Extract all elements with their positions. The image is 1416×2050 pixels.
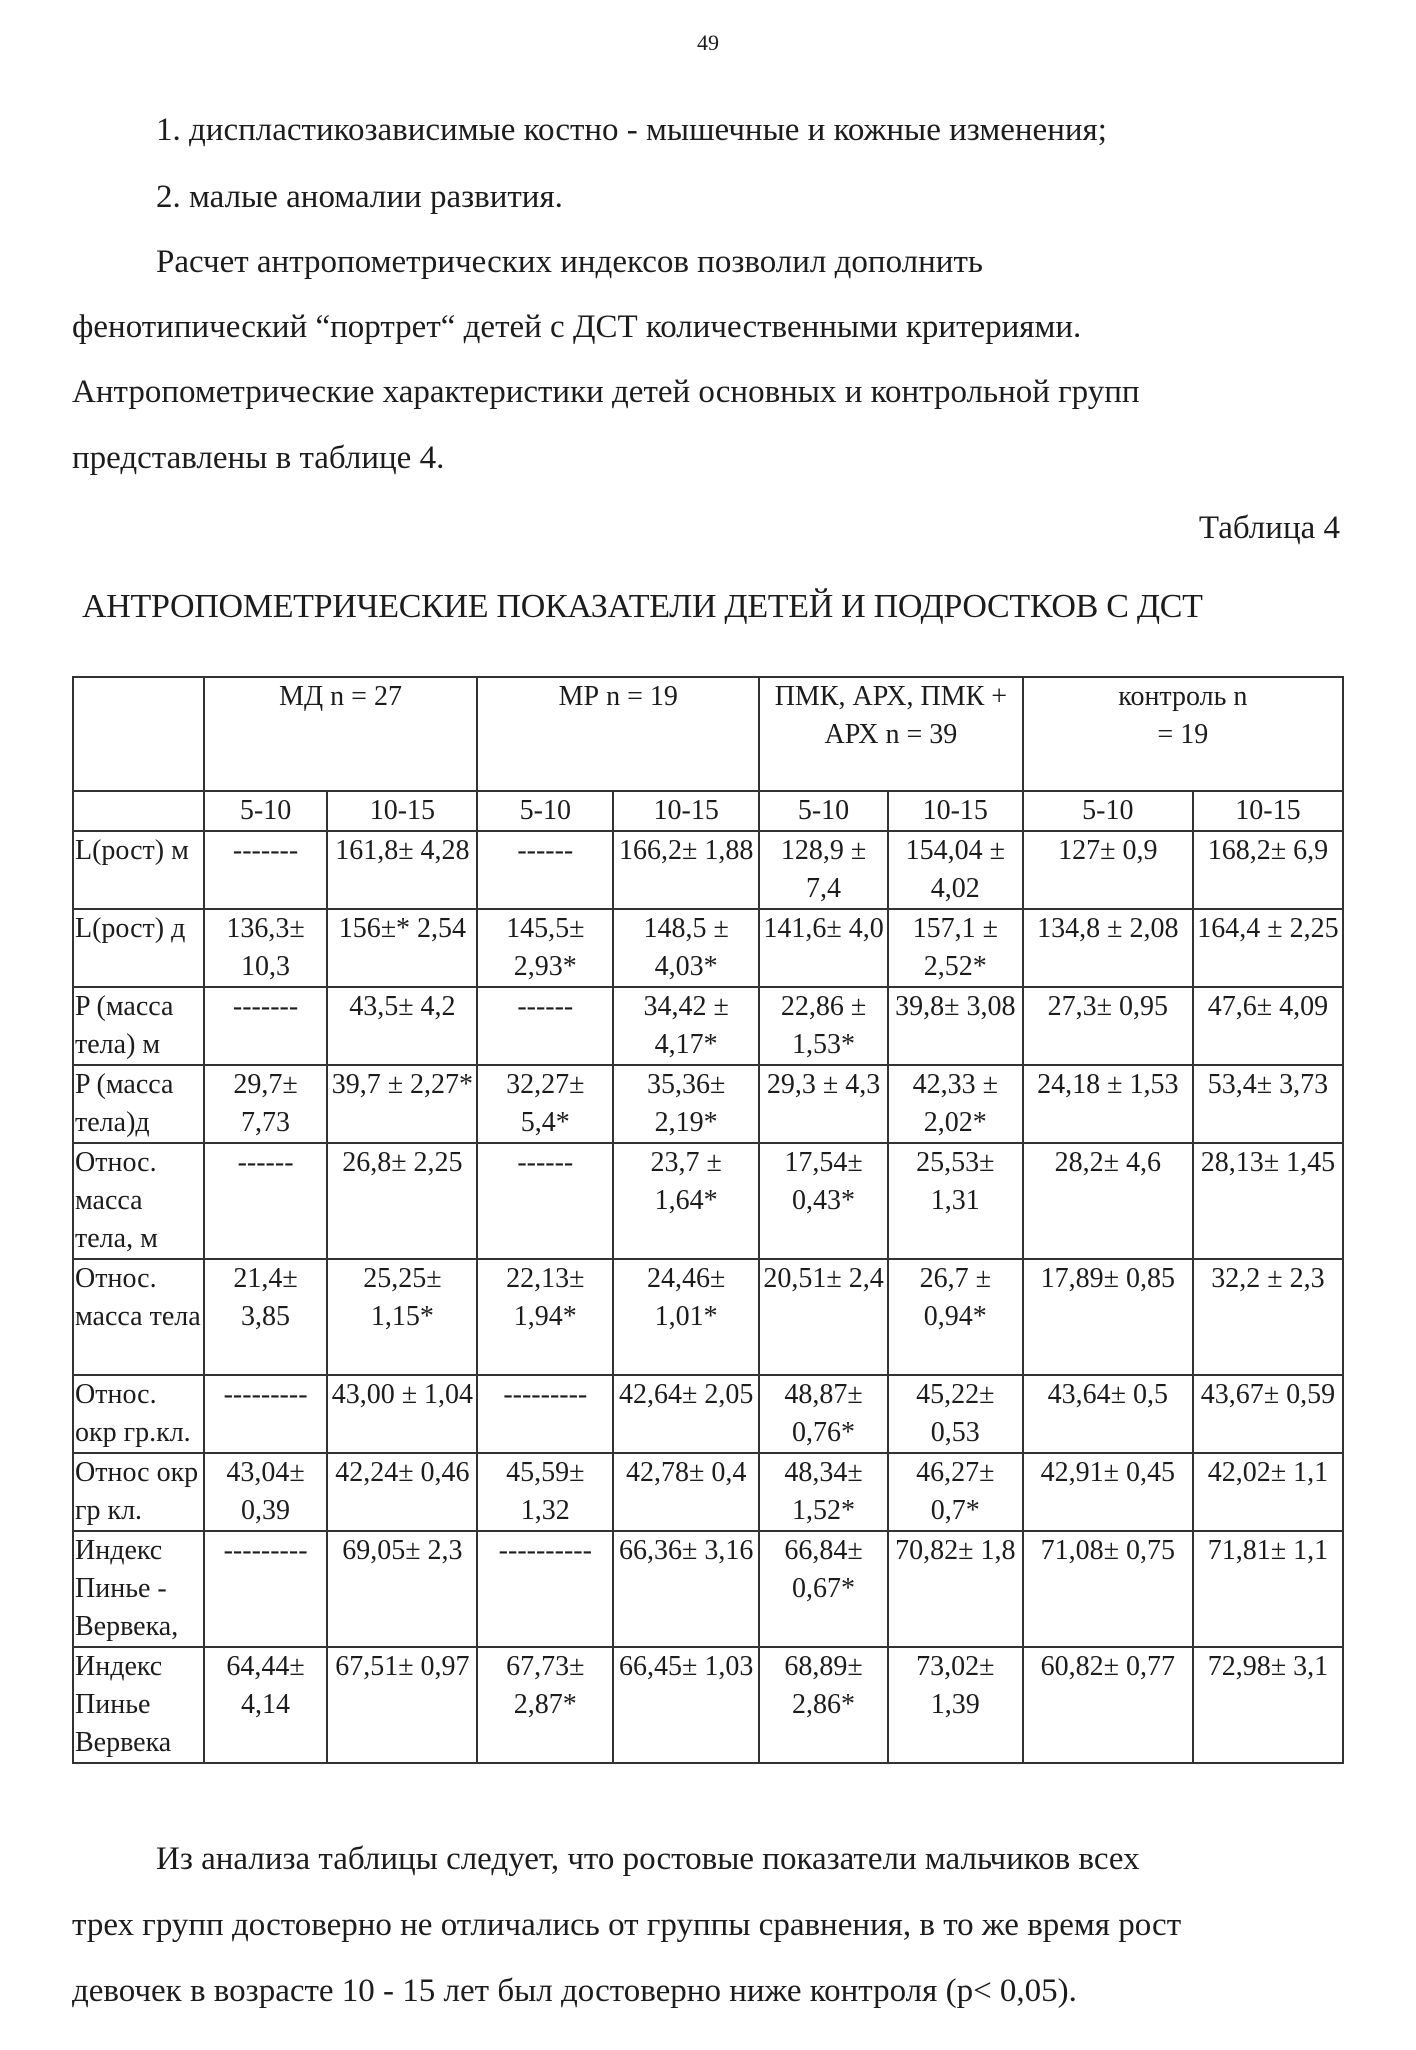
table-cell: 71,08± 0,75 — [1023, 1531, 1193, 1647]
table-cell: 39,8± 3,08 — [888, 987, 1023, 1065]
table-cell: 43,00 ± 1,04 — [327, 1375, 477, 1453]
table-cell: ------ — [477, 1143, 613, 1259]
table-cell: 157,1 ± 2,52* — [888, 909, 1023, 987]
table-cell: ------- — [204, 987, 328, 1065]
row-label: Индекс Пинье - Вервека, — [73, 1531, 204, 1647]
table-cell: 42,02± 1,1 — [1193, 1453, 1343, 1531]
row-label: Относ. масса тела, м — [73, 1143, 204, 1259]
table-row — [73, 1375, 1343, 1453]
age-header: 5-10 — [204, 791, 328, 831]
row-label: Индекс Пинье Вервека — [73, 1647, 204, 1763]
table-cell: 70,82± 1,8 — [888, 1531, 1023, 1647]
table-row — [73, 909, 1343, 987]
table-cell: 25,25± 1,15* — [327, 1259, 477, 1375]
group-header-text: ПМК, АРХ, ПМК + АРХ n = 39 — [774, 681, 1008, 750]
row-label: Относ. окр гр.кл. — [73, 1375, 204, 1453]
table-cell: 27,3± 0,95 — [1023, 987, 1193, 1065]
table-cell: --------- — [204, 1531, 328, 1647]
row-label: Относ. масса тела — [73, 1259, 204, 1375]
table-cell: 66,36± 3,16 — [613, 1531, 759, 1647]
table-cell: 67,51± 0,97 — [327, 1647, 477, 1763]
table-cell: 127± 0,9 — [1023, 831, 1193, 909]
table-cell: 24,46± 1,01* — [613, 1259, 759, 1375]
age-header: 5-10 — [477, 791, 613, 831]
table-cell: 145,5± 2,93* — [477, 909, 613, 987]
table-row — [73, 1065, 1343, 1143]
paragraph-line: Расчет антропометрических индексов позволил дополнить — [156, 244, 983, 280]
table-row — [73, 831, 1343, 909]
paragraph-line: представлены в таблице 4. — [72, 440, 445, 476]
paragraph-line: фенотипический “портрет“ детей с ДСТ количественными критериями. — [72, 309, 1082, 345]
table-cell: 141,6± 4,0 — [759, 909, 888, 987]
table-cell: 48,87± 0,76* — [759, 1375, 888, 1453]
table-cell: 166,2± 1,88 — [613, 831, 759, 909]
row-label: L(рост) м — [73, 831, 204, 909]
table-cell: 42,78± 0,4 — [613, 1453, 759, 1531]
table-row — [73, 1453, 1343, 1531]
table-cell: 17,89± 0,85 — [1023, 1259, 1193, 1375]
table-cell: 148,5 ± 4,03* — [613, 909, 759, 987]
age-header: 10-15 — [327, 791, 477, 831]
table-cell: 60,82± 0,77 — [1023, 1647, 1193, 1763]
table-row — [73, 1143, 1343, 1259]
table-cell: 45,22± 0,53 — [888, 1375, 1023, 1453]
table-cell: 42,24± 0,46 — [327, 1453, 477, 1531]
table-cell: 156±* 2,54 — [327, 909, 477, 987]
row-label: P (масса тела) м — [73, 987, 204, 1065]
corner-cell — [73, 791, 204, 831]
table-cell: 73,02± 1,39 — [888, 1647, 1023, 1763]
age-header-row — [73, 791, 1343, 831]
age-header: 10-15 — [888, 791, 1023, 831]
list-item-2: 2. малые аномалии развития. — [156, 179, 563, 215]
table-row — [73, 987, 1343, 1065]
list-item-1: 1. диспластикозависимые костно - мышечные и кожные изменения; — [156, 112, 1107, 148]
table-cell: 42,33 ± 2,02* — [888, 1065, 1023, 1143]
table-cell: 32,27± 5,4* — [477, 1065, 613, 1143]
age-header: 5-10 — [759, 791, 888, 831]
group-header: МР n = 19 — [477, 677, 759, 791]
table-cell: 35,36± 2,19* — [613, 1065, 759, 1143]
page-number: 49 — [697, 30, 719, 55]
paragraph-line: Из анализа таблицы следует, что ростовые показатели мальчиков всех — [156, 1841, 1140, 1877]
table-cell: 29,3 ± 4,3 — [759, 1065, 888, 1143]
table-cell: 134,8 ± 2,08 — [1023, 909, 1193, 987]
table-cell: 29,7± 7,73 — [204, 1065, 328, 1143]
paragraph-line: Антропометрические характеристики детей основных и контрольной групп — [72, 374, 1140, 410]
table-cell: 53,4± 3,73 — [1193, 1065, 1343, 1143]
table-cell: 26,8± 2,25 — [327, 1143, 477, 1259]
table-cell: 128,9 ± 7,4 — [759, 831, 888, 909]
table-cell: 32,2 ± 2,3 — [1193, 1259, 1343, 1375]
group-header-row — [73, 677, 1343, 791]
table-cell: 28,2± 4,6 — [1023, 1143, 1193, 1259]
table-cell: 17,54± 0,43* — [759, 1143, 888, 1259]
table-cell: 34,42 ± 4,17* — [613, 987, 759, 1065]
table-cell: 23,7 ± 1,64* — [613, 1143, 759, 1259]
row-label: Относ окр гр кл. — [73, 1453, 204, 1531]
age-header: 10-15 — [613, 791, 759, 831]
table-cell: 43,67± 0,59 — [1193, 1375, 1343, 1453]
anthropometric-table — [72, 676, 1344, 1764]
table-row — [73, 1259, 1343, 1375]
age-header: 5-10 — [1023, 791, 1193, 831]
corner-cell — [73, 677, 204, 791]
table-cell: 48,34± 1,52* — [759, 1453, 888, 1531]
table-cell: 22,86 ± 1,53* — [759, 987, 888, 1065]
table-cell: 69,05± 2,3 — [327, 1531, 477, 1647]
table-cell: 24,18 ± 1,53 — [1023, 1065, 1193, 1143]
table-cell: 21,4± 3,85 — [204, 1259, 328, 1375]
table-cell: ---------- — [477, 1531, 613, 1647]
table-cell: 164,4 ± 2,25 — [1193, 909, 1343, 987]
table-cell: 39,7 ± 2,27* — [327, 1065, 477, 1143]
table-title: АНТРОПОМЕТРИЧЕСКИЕ ПОКАЗАТЕЛИ ДЕТЕЙ И ПОДРОСТКОВ С ДСТ — [82, 588, 1203, 625]
table-cell: 136,3± 10,3 — [204, 909, 328, 987]
table-cell: ------ — [204, 1143, 328, 1259]
paragraph-line: девочек в возрасте 10 - 15 лет был достоверно ниже контроля (p< 0,05). — [72, 1973, 1077, 2009]
group-header — [759, 677, 1023, 791]
age-header: 10-15 — [1193, 791, 1343, 831]
table-cell: --------- — [204, 1375, 328, 1453]
table-cell: 43,04± 0,39 — [204, 1453, 328, 1531]
table-cell: 161,8± 4,28 — [327, 831, 477, 909]
table-cell: 68,89± 2,86* — [759, 1647, 888, 1763]
table-cell: 66,84± 0,67* — [759, 1531, 888, 1647]
table-cell: 46,27± 0,7* — [888, 1453, 1023, 1531]
table-cell: 43,5± 4,2 — [327, 987, 477, 1065]
table-cell: 154,04 ± 4,02 — [888, 831, 1023, 909]
table-cell: 66,45± 1,03 — [613, 1647, 759, 1763]
table-cell: 45,59± 1,32 — [477, 1453, 613, 1531]
table-cell: 72,98± 3,1 — [1193, 1647, 1343, 1763]
group-header: МД n = 27 — [204, 677, 478, 791]
table-row — [73, 1647, 1343, 1763]
row-label: L(рост) д — [73, 909, 204, 987]
table-caption: Таблица 4 — [1198, 510, 1340, 546]
table-cell: 42,91± 0,45 — [1023, 1453, 1193, 1531]
table-cell: ------ — [477, 831, 613, 909]
table-body — [73, 831, 1343, 1763]
paragraph-line: трех групп достоверно не отличались от группы сравнения, в то же время рост — [72, 1907, 1182, 1943]
table-cell: 25,53± 1,31 — [888, 1143, 1023, 1259]
table-cell: 64,44± 4,14 — [204, 1647, 328, 1763]
row-label: P (масса тела)д — [73, 1065, 204, 1143]
table-cell: 42,64± 2,05 — [613, 1375, 759, 1453]
table-cell: 47,6± 4,09 — [1193, 987, 1343, 1065]
table-cell: 67,73± 2,87* — [477, 1647, 613, 1763]
table-cell: 43,64± 0,5 — [1023, 1375, 1193, 1453]
table-cell: 20,51± 2,4 — [759, 1259, 888, 1375]
table-cell: 168,2± 6,9 — [1193, 831, 1343, 909]
table-cell: 26,7 ± 0,94* — [888, 1259, 1023, 1375]
group-header-text: контроль n = 19 — [1118, 681, 1248, 750]
table-cell: 71,81± 1,1 — [1193, 1531, 1343, 1647]
group-header — [1023, 677, 1343, 791]
table-cell: ------ — [477, 987, 613, 1065]
table-cell: 22,13± 1,94* — [477, 1259, 613, 1375]
table-cell: ------- — [204, 831, 328, 909]
table-row — [73, 1531, 1343, 1647]
table-cell: 28,13± 1,45 — [1193, 1143, 1343, 1259]
table-cell: --------- — [477, 1375, 613, 1453]
